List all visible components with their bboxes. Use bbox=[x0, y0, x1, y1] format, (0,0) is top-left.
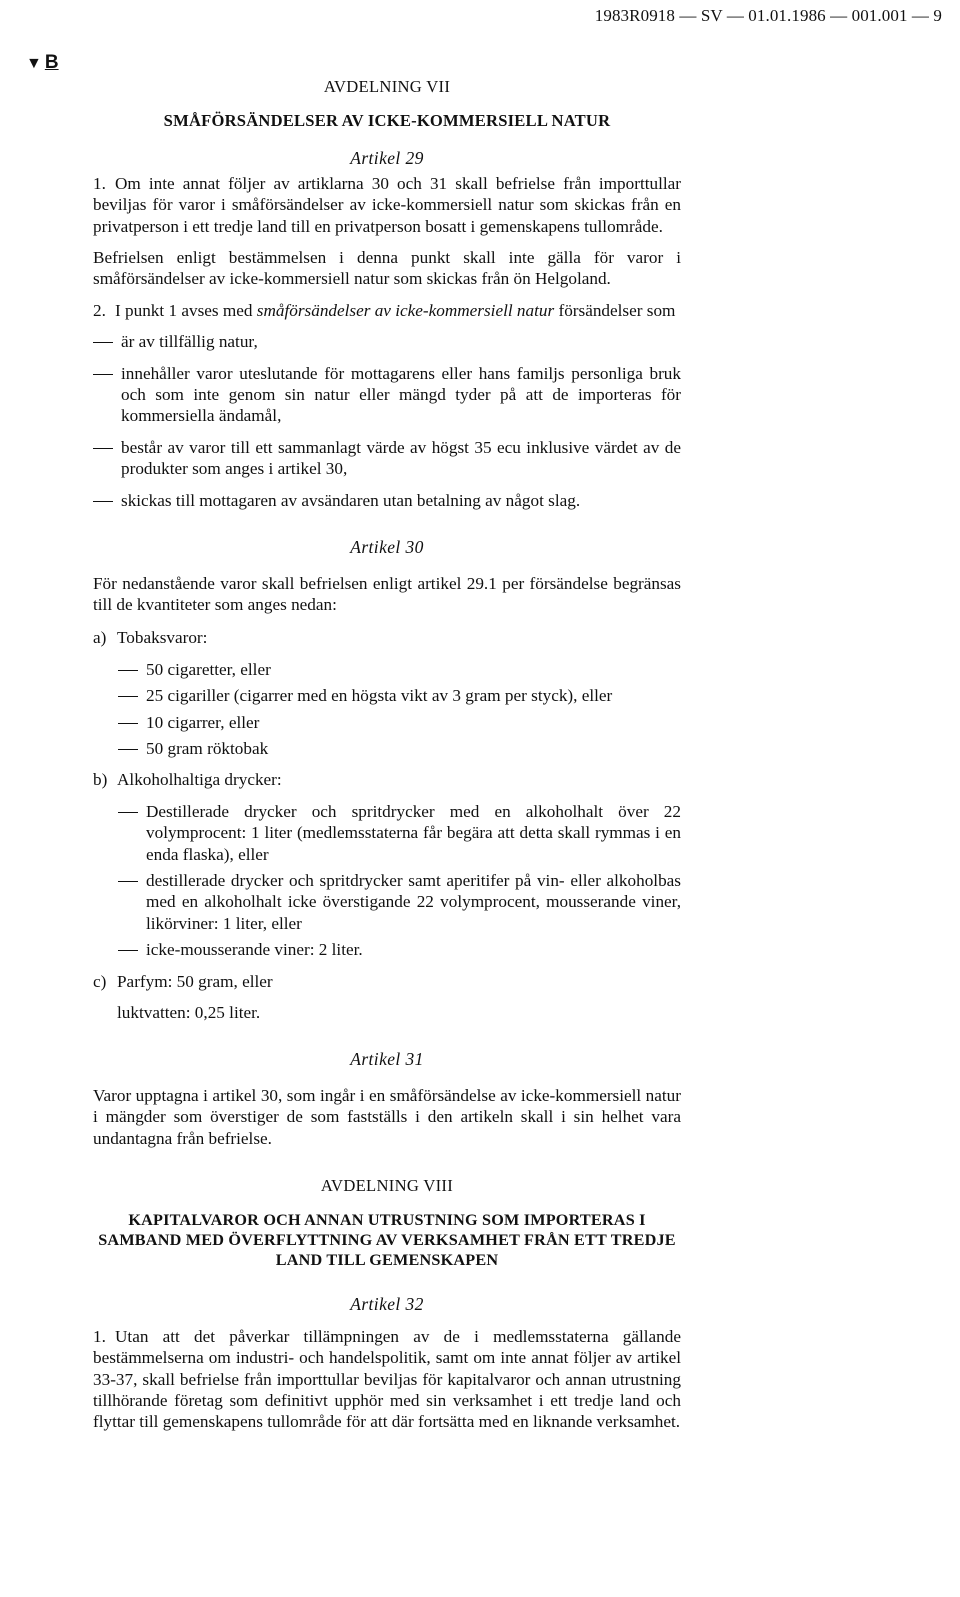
item-title: Tobaksvaror: bbox=[117, 628, 208, 648]
tobacco-list bbox=[93, 659, 681, 760]
article-29-criteria-list bbox=[93, 331, 681, 511]
paragraph-text: Om inte annat följer av artiklarna 30 och 31 skall befrielse från importtullar beviljas för varor i småförsändelser av icke-kommersiell natur som skickas från en privatperson i ett tredje land till en privatperson bosatt i gemenskapens tullområde. bbox=[93, 173, 681, 236]
list-item: destillerade drycker och spritdrycker samt aperitifer på vin- eller alkoholbas med en alkoholhalt icke överstigande 22 volymprocent, mousserande viner, likörviner: 1 liter, eller bbox=[118, 870, 681, 934]
item-c-extra: luktvatten: 0,25 liter. bbox=[117, 1003, 261, 1022]
section-heading-vii: AVDELNING VII bbox=[323, 77, 451, 96]
article-31-text: Varor upptagna i artikel 30, som ingår i en småförsändelse av icke-kommersiell natur i mängder som överstiger de som fastställs i den artikeln skall i sin helhet vara undantagna från befrielse. bbox=[93, 1085, 681, 1148]
paragraph-text-post: försändelser som bbox=[558, 300, 676, 320]
list-item: 25 cigariller (cigarrer med en högsta vikt av 3 gram per styck), eller bbox=[118, 685, 681, 706]
article-29-paragraph-1b: Befrielsen enligt bestämmelsen i denna punkt skall inte gälla för varor i småförsändelser av icke-kommersiell natur som skickas från ön Helgoland. bbox=[93, 248, 681, 289]
list-item: består av varor till ett sammanlagt värde av högst 35 ecu inklusive värdet av de produkter som anges i artikel 30, bbox=[93, 437, 681, 480]
amendment-marker bbox=[26, 52, 59, 74]
header-separator: — bbox=[726, 6, 744, 25]
doc-date: 01.01.1986 bbox=[748, 6, 826, 25]
article-31-heading: Artikel 31 bbox=[350, 1049, 424, 1070]
item-label: b) bbox=[93, 770, 108, 790]
header-separator: — bbox=[911, 6, 930, 25]
paragraph-text: Utan att det påverkar tillämpningen av de i medlemsstaterna gällande bestämmelserna om industri- och handelspolitik, samt om inte annat följer av artikel 33-37, skall befrielse från importtullar beviljas för kapitalvaror och annan utrustning tillhörande företag som definitivt upphör med sin verksamhet i ett tredje land och flyttar till gemenskapens tullområde för att där fortsätta med en liknande verksamhet. bbox=[93, 1326, 681, 1432]
article-30-heading: Artikel 30 bbox=[350, 537, 424, 558]
section-title-vii: SMÅFÖRSÄNDELSER AV ICKE-KOMMERSIELL NATUR bbox=[163, 111, 611, 131]
article-32-heading: Artikel 32 bbox=[350, 1294, 424, 1315]
item-label: a) bbox=[93, 628, 107, 648]
list-item: icke-mousserande viner: 2 liter. bbox=[118, 939, 681, 960]
article-32-paragraph-1 bbox=[93, 1326, 681, 1433]
paragraph-number: 2. bbox=[93, 300, 106, 320]
list-item: 50 gram röktobak bbox=[118, 738, 681, 759]
header-separator: — bbox=[830, 6, 848, 25]
list-item: är av tillfällig natur, bbox=[93, 331, 681, 352]
defined-term: småförsändelser av icke-kommersiell natur bbox=[256, 300, 555, 320]
paragraph-number: 1. bbox=[93, 173, 106, 193]
list-item: 50 cigaretter, eller bbox=[118, 659, 681, 680]
list-item: Destillerade drycker och spritdrycker med en alkoholhalt över 22 volymprocent: 1 liter (medlemsstaterna får begära att detta skall rymmas i en enda flaska), eller bbox=[118, 801, 681, 865]
item-b bbox=[93, 769, 681, 790]
article-29-paragraph-1 bbox=[93, 173, 681, 237]
article-30-intro: För nedanstående varor skall befrielsen enligt artikel 29.1 per försändelse begränsas till de kvantiteter som anges nedan: bbox=[93, 573, 681, 614]
doc-language: SV bbox=[700, 6, 723, 25]
amendment-letter: B bbox=[44, 52, 59, 73]
triangle-down-icon: ▼ bbox=[26, 55, 42, 72]
section-heading-viii: AVDELNING VIII bbox=[320, 1176, 454, 1196]
article-29-paragraph-2 bbox=[93, 300, 681, 321]
item-title: Parfym: 50 gram, eller bbox=[117, 971, 273, 991]
doc-reference: 1983R0918 bbox=[594, 6, 675, 25]
paragraph-text-pre: I punkt 1 avses med bbox=[115, 300, 253, 320]
list-item: 10 cigarrer, eller bbox=[118, 712, 681, 733]
doc-version: 001.001 bbox=[851, 6, 908, 25]
section-title-viii: KAPITALVAROR OCH ANNAN UTRUSTNING SOM IMPORTERAS I SAMBAND MED ÖVERFLYTTNING AV VERKSAMHET FRÅN ETT TREDJE LAND TILL GEMENSKAPEN bbox=[98, 1211, 676, 1270]
article-29-heading: Artikel 29 bbox=[350, 148, 424, 169]
page-number: 9 bbox=[933, 6, 942, 25]
item-label: c) bbox=[93, 971, 107, 991]
item-c bbox=[93, 971, 681, 992]
item-title: Alkoholhaltiga drycker: bbox=[117, 770, 282, 790]
list-item: skickas till mottagaren av avsändaren utan betalning av något slag. bbox=[93, 490, 681, 511]
paragraph-number: 1. bbox=[93, 1326, 106, 1346]
alcohol-list bbox=[93, 801, 681, 961]
list-item: innehåller varor uteslutande för mottagarens eller hans familjs personliga bruk och som inte genom sin natur eller mängd tyder på att de importeras för kommersiella ändamål, bbox=[93, 363, 681, 427]
header-separator: — bbox=[679, 6, 697, 25]
item-a bbox=[93, 627, 681, 648]
document-body bbox=[93, 76, 681, 1433]
document-header bbox=[595, 6, 942, 26]
